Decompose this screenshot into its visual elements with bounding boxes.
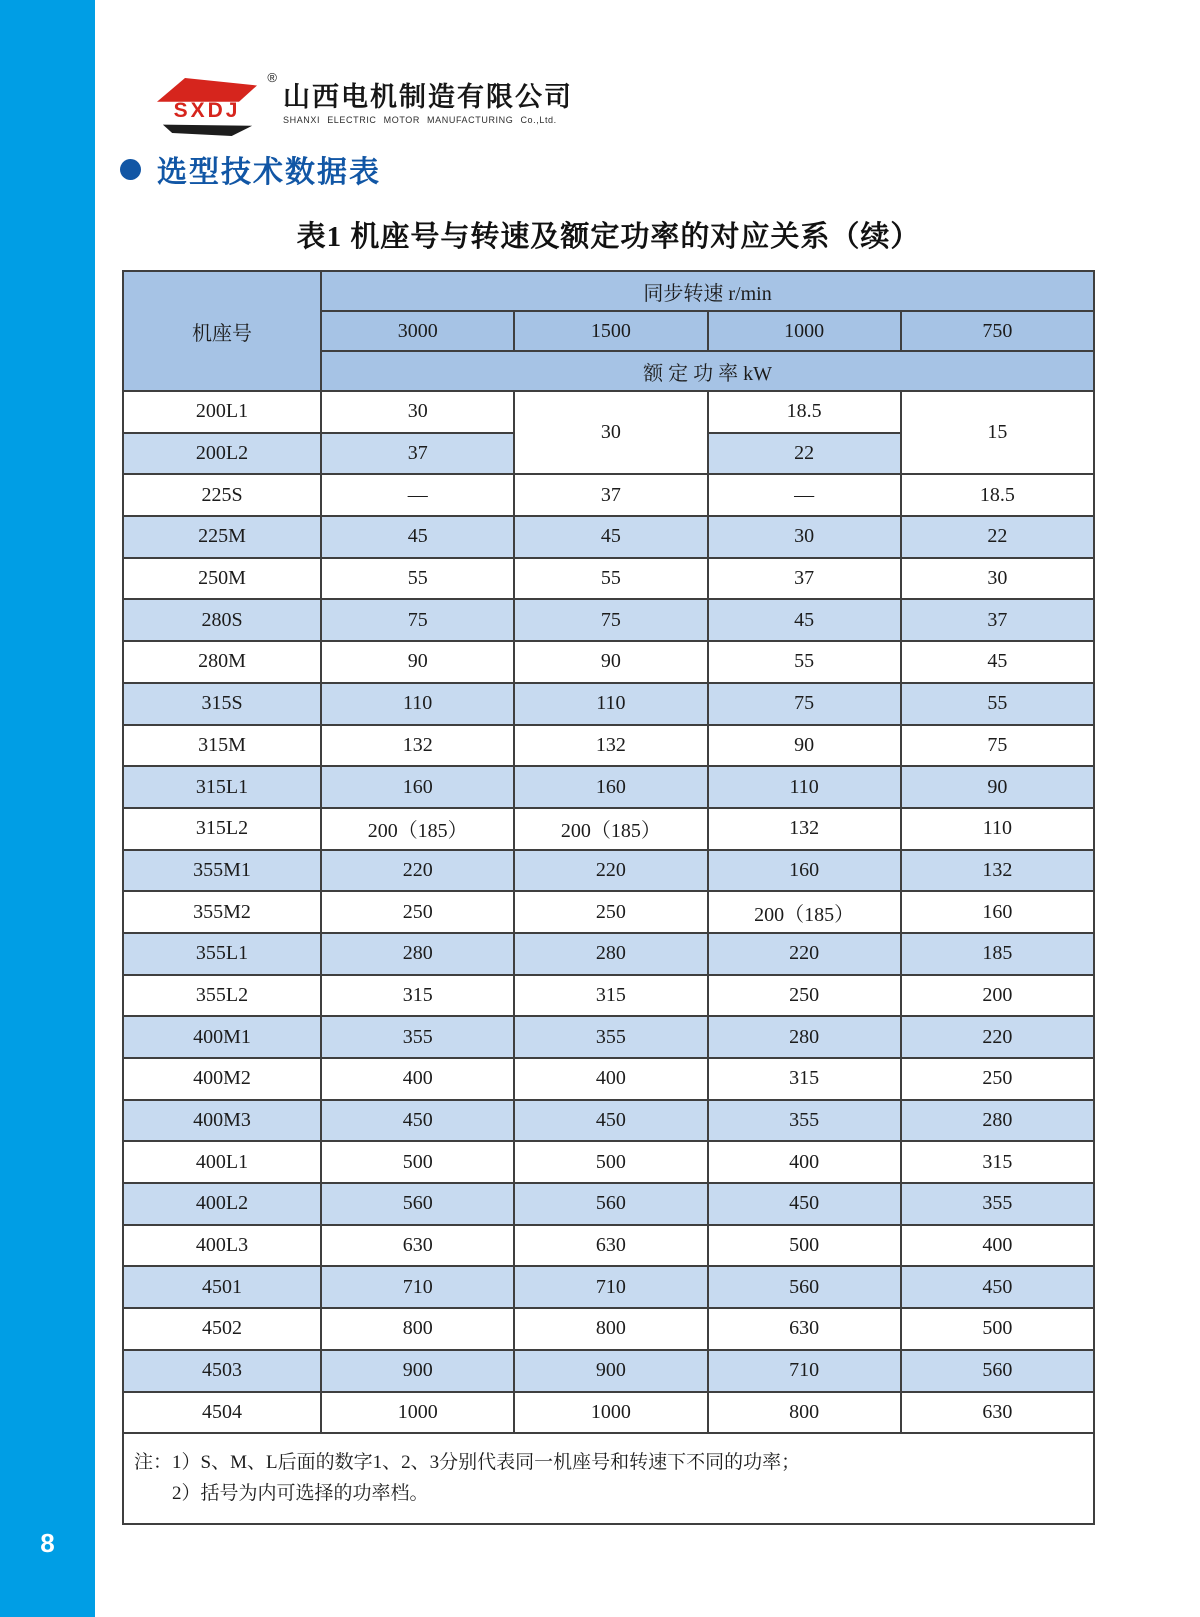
- table-row: [123, 1350, 1094, 1392]
- power-value-cell: 132: [708, 808, 901, 850]
- frame-size-cell: 400L3: [123, 1225, 321, 1267]
- frame-size-cell: 280M: [123, 641, 321, 683]
- table-row: [123, 891, 1094, 933]
- power-value-cell: 500: [708, 1225, 901, 1267]
- table-row: [123, 641, 1094, 683]
- power-value-cell: 75: [321, 599, 514, 641]
- power-value-cell: 37: [514, 474, 707, 516]
- power-value-cell: 800: [321, 1308, 514, 1350]
- power-value-cell: 500: [321, 1141, 514, 1183]
- power-value-cell: 55: [321, 558, 514, 600]
- header-speed-3000: 3000: [321, 311, 514, 351]
- table-row: [123, 766, 1094, 808]
- table-row: [123, 391, 1094, 433]
- power-value-cell: 160: [708, 850, 901, 892]
- header-speed-750: 750: [901, 311, 1094, 351]
- table-body: [123, 391, 1094, 1433]
- power-value-cell: 280: [708, 1016, 901, 1058]
- table-row: [123, 683, 1094, 725]
- power-value-cell: 630: [514, 1225, 707, 1267]
- power-value-cell: 75: [514, 599, 707, 641]
- power-value-cell: 15: [901, 391, 1094, 474]
- frame-size-cell: 315M: [123, 725, 321, 767]
- company-name-block: [283, 82, 573, 125]
- table-row: [123, 1266, 1094, 1308]
- power-value-cell: 400: [514, 1058, 707, 1100]
- power-value-cell: 400: [321, 1058, 514, 1100]
- power-value-cell: 630: [708, 1308, 901, 1350]
- registered-trademark-icon: ®: [267, 70, 277, 85]
- power-value-cell: 315: [708, 1058, 901, 1100]
- power-value-cell: 900: [321, 1350, 514, 1392]
- table-row: [123, 1225, 1094, 1267]
- power-value-cell: 220: [901, 1016, 1094, 1058]
- table-row: [123, 975, 1094, 1017]
- table-row: [123, 516, 1094, 558]
- bullet-circle-icon: [120, 159, 141, 180]
- header-frame-label: 机座号: [123, 271, 321, 391]
- header-speed-1000: 1000: [708, 311, 901, 351]
- section-header: [120, 151, 381, 187]
- table-row: [123, 1100, 1094, 1142]
- power-value-cell: 1000: [321, 1392, 514, 1434]
- frame-size-cell: 400L2: [123, 1183, 321, 1225]
- header-speed-group: 同步转速 r/min: [321, 271, 1094, 311]
- power-value-cell: 500: [514, 1141, 707, 1183]
- power-value-cell: 30: [321, 391, 514, 433]
- table-row: [123, 1308, 1094, 1350]
- frame-size-cell: 400M3: [123, 1100, 321, 1142]
- power-value-cell: 55: [708, 641, 901, 683]
- power-value-cell: 110: [708, 766, 901, 808]
- power-value-cell: 355: [321, 1016, 514, 1058]
- power-value-cell: 315: [901, 1141, 1094, 1183]
- power-value-cell: 90: [708, 725, 901, 767]
- power-value-cell: 110: [514, 683, 707, 725]
- power-value-cell: 250: [708, 975, 901, 1017]
- power-value-cell: 800: [514, 1308, 707, 1350]
- frame-size-cell: 355L1: [123, 933, 321, 975]
- power-value-cell: 710: [514, 1266, 707, 1308]
- frame-size-cell: 250M: [123, 558, 321, 600]
- table-row: [123, 725, 1094, 767]
- power-value-cell: 315: [514, 975, 707, 1017]
- power-value-cell: 355: [514, 1016, 707, 1058]
- logo-swoosh-shape: [161, 124, 254, 136]
- power-value-cell: 75: [708, 683, 901, 725]
- table-row: [123, 1392, 1094, 1434]
- header-power-group: 额 定 功 率 kW: [321, 351, 1094, 391]
- frame-size-cell: 200L1: [123, 391, 321, 433]
- logo-mark-text: SXDJ: [173, 99, 241, 122]
- frame-size-cell: 4502: [123, 1308, 321, 1350]
- power-value-cell: 560: [708, 1266, 901, 1308]
- frame-size-cell: 355L2: [123, 975, 321, 1017]
- power-value-cell: 200（185）: [514, 808, 707, 850]
- power-value-cell: 250: [901, 1058, 1094, 1100]
- power-value-cell: 45: [901, 641, 1094, 683]
- power-value-cell: 400: [708, 1141, 901, 1183]
- power-value-cell: 710: [321, 1266, 514, 1308]
- power-value-cell: 200（185）: [321, 808, 514, 850]
- power-value-cell: 18.5: [901, 474, 1094, 516]
- power-value-cell: 22: [708, 433, 901, 475]
- table-row: [123, 1183, 1094, 1225]
- power-value-cell: 450: [901, 1266, 1094, 1308]
- power-value-cell: 220: [708, 933, 901, 975]
- table-row: [123, 850, 1094, 892]
- power-value-cell: 400: [901, 1225, 1094, 1267]
- frame-size-cell: 315L2: [123, 808, 321, 850]
- sidebar-stripe: [0, 0, 95, 1617]
- frame-size-cell: 315L1: [123, 766, 321, 808]
- power-value-cell: —: [708, 474, 901, 516]
- power-value-cell: 45: [708, 599, 901, 641]
- power-value-cell: 55: [514, 558, 707, 600]
- power-value-cell: 315: [321, 975, 514, 1017]
- power-value-cell: 220: [514, 850, 707, 892]
- power-value-cell: 110: [321, 683, 514, 725]
- power-value-cell: 30: [514, 391, 707, 474]
- frame-size-cell: 280S: [123, 599, 321, 641]
- note-line-1: 注：1）S、M、L后面的数字1、2、3分别代表同一机座号和转速下不同的功率；: [134, 1452, 801, 1474]
- table-row: [123, 599, 1094, 641]
- power-value-cell: 560: [321, 1183, 514, 1225]
- power-value-cell: 30: [708, 516, 901, 558]
- frame-size-cell: 225S: [123, 474, 321, 516]
- power-value-cell: 132: [901, 850, 1094, 892]
- note-line-2: 2）括号为内可选择的功率档。: [172, 1482, 429, 1504]
- frame-size-cell: 355M2: [123, 891, 321, 933]
- power-value-cell: 450: [708, 1183, 901, 1225]
- table-title: 表1 机座号与转速及额定功率的对应关系（续）: [296, 221, 921, 253]
- table-row: [123, 474, 1094, 516]
- power-value-cell: 560: [514, 1183, 707, 1225]
- power-value-cell: 630: [321, 1225, 514, 1267]
- table-row: [123, 808, 1094, 850]
- power-value-cell: 90: [514, 641, 707, 683]
- power-value-cell: 30: [901, 558, 1094, 600]
- notes-row: [123, 1433, 1094, 1524]
- power-value-cell: 450: [321, 1100, 514, 1142]
- power-value-cell: 75: [901, 725, 1094, 767]
- page-number: 8: [40, 1528, 55, 1558]
- table-row: [123, 1058, 1094, 1100]
- frame-size-cell: 200L2: [123, 433, 321, 475]
- power-value-cell: 45: [514, 516, 707, 558]
- power-value-cell: 250: [321, 891, 514, 933]
- power-value-cell: 280: [901, 1100, 1094, 1142]
- power-value-cell: 280: [514, 933, 707, 975]
- power-value-cell: 500: [901, 1308, 1094, 1350]
- power-value-cell: 90: [321, 641, 514, 683]
- power-value-cell: 45: [321, 516, 514, 558]
- power-value-cell: 800: [708, 1392, 901, 1434]
- power-value-cell: 900: [514, 1350, 707, 1392]
- company-name-en: SHANXI ELECTRIC MOTOR MANUFACTURING Co.,Ltd.: [283, 115, 557, 125]
- company-name-cn: 山西电机制造有限公司: [283, 82, 573, 112]
- spec-table: [122, 270, 1095, 1525]
- power-value-cell: 185: [901, 933, 1094, 975]
- power-value-cell: 110: [901, 808, 1094, 850]
- frame-size-cell: 400M2: [123, 1058, 321, 1100]
- power-value-cell: 22: [901, 516, 1094, 558]
- power-value-cell: 200: [901, 975, 1094, 1017]
- power-value-cell: 90: [901, 766, 1094, 808]
- frame-size-cell: 4504: [123, 1392, 321, 1434]
- frame-size-cell: 4501: [123, 1266, 321, 1308]
- notes-cell: [123, 1433, 1094, 1524]
- power-value-cell: 220: [321, 850, 514, 892]
- power-value-cell: 355: [708, 1100, 901, 1142]
- frame-size-cell: 400L1: [123, 1141, 321, 1183]
- frame-size-cell: 400M1: [123, 1016, 321, 1058]
- power-value-cell: 160: [321, 766, 514, 808]
- power-value-cell: 37: [321, 433, 514, 475]
- power-value-cell: 132: [321, 725, 514, 767]
- table-row: [123, 1141, 1094, 1183]
- power-value-cell: 37: [901, 599, 1094, 641]
- power-value-cell: 55: [901, 683, 1094, 725]
- header-speed-1500: 1500: [514, 311, 707, 351]
- power-value-cell: 200（185）: [708, 891, 901, 933]
- frame-size-cell: 225M: [123, 516, 321, 558]
- table-row: [123, 1016, 1094, 1058]
- table-row: [123, 558, 1094, 600]
- power-value-cell: 560: [901, 1350, 1094, 1392]
- frame-size-cell: 355M1: [123, 850, 321, 892]
- frame-size-cell: 315S: [123, 683, 321, 725]
- power-value-cell: 1000: [514, 1392, 707, 1434]
- power-value-cell: 710: [708, 1350, 901, 1392]
- power-value-cell: 250: [514, 891, 707, 933]
- company-logo-icon: [157, 70, 277, 136]
- frame-size-cell: 4503: [123, 1350, 321, 1392]
- power-value-cell: 37: [708, 558, 901, 600]
- table-row: [123, 933, 1094, 975]
- power-value-cell: —: [321, 474, 514, 516]
- section-title: 选型技术数据表: [157, 156, 381, 189]
- power-value-cell: 160: [514, 766, 707, 808]
- power-value-cell: 355: [901, 1183, 1094, 1225]
- power-value-cell: 18.5: [708, 391, 901, 433]
- power-value-cell: 280: [321, 933, 514, 975]
- spec-table-header: [123, 271, 1094, 391]
- power-value-cell: 630: [901, 1392, 1094, 1434]
- power-value-cell: 160: [901, 891, 1094, 933]
- power-value-cell: 132: [514, 725, 707, 767]
- power-value-cell: 450: [514, 1100, 707, 1142]
